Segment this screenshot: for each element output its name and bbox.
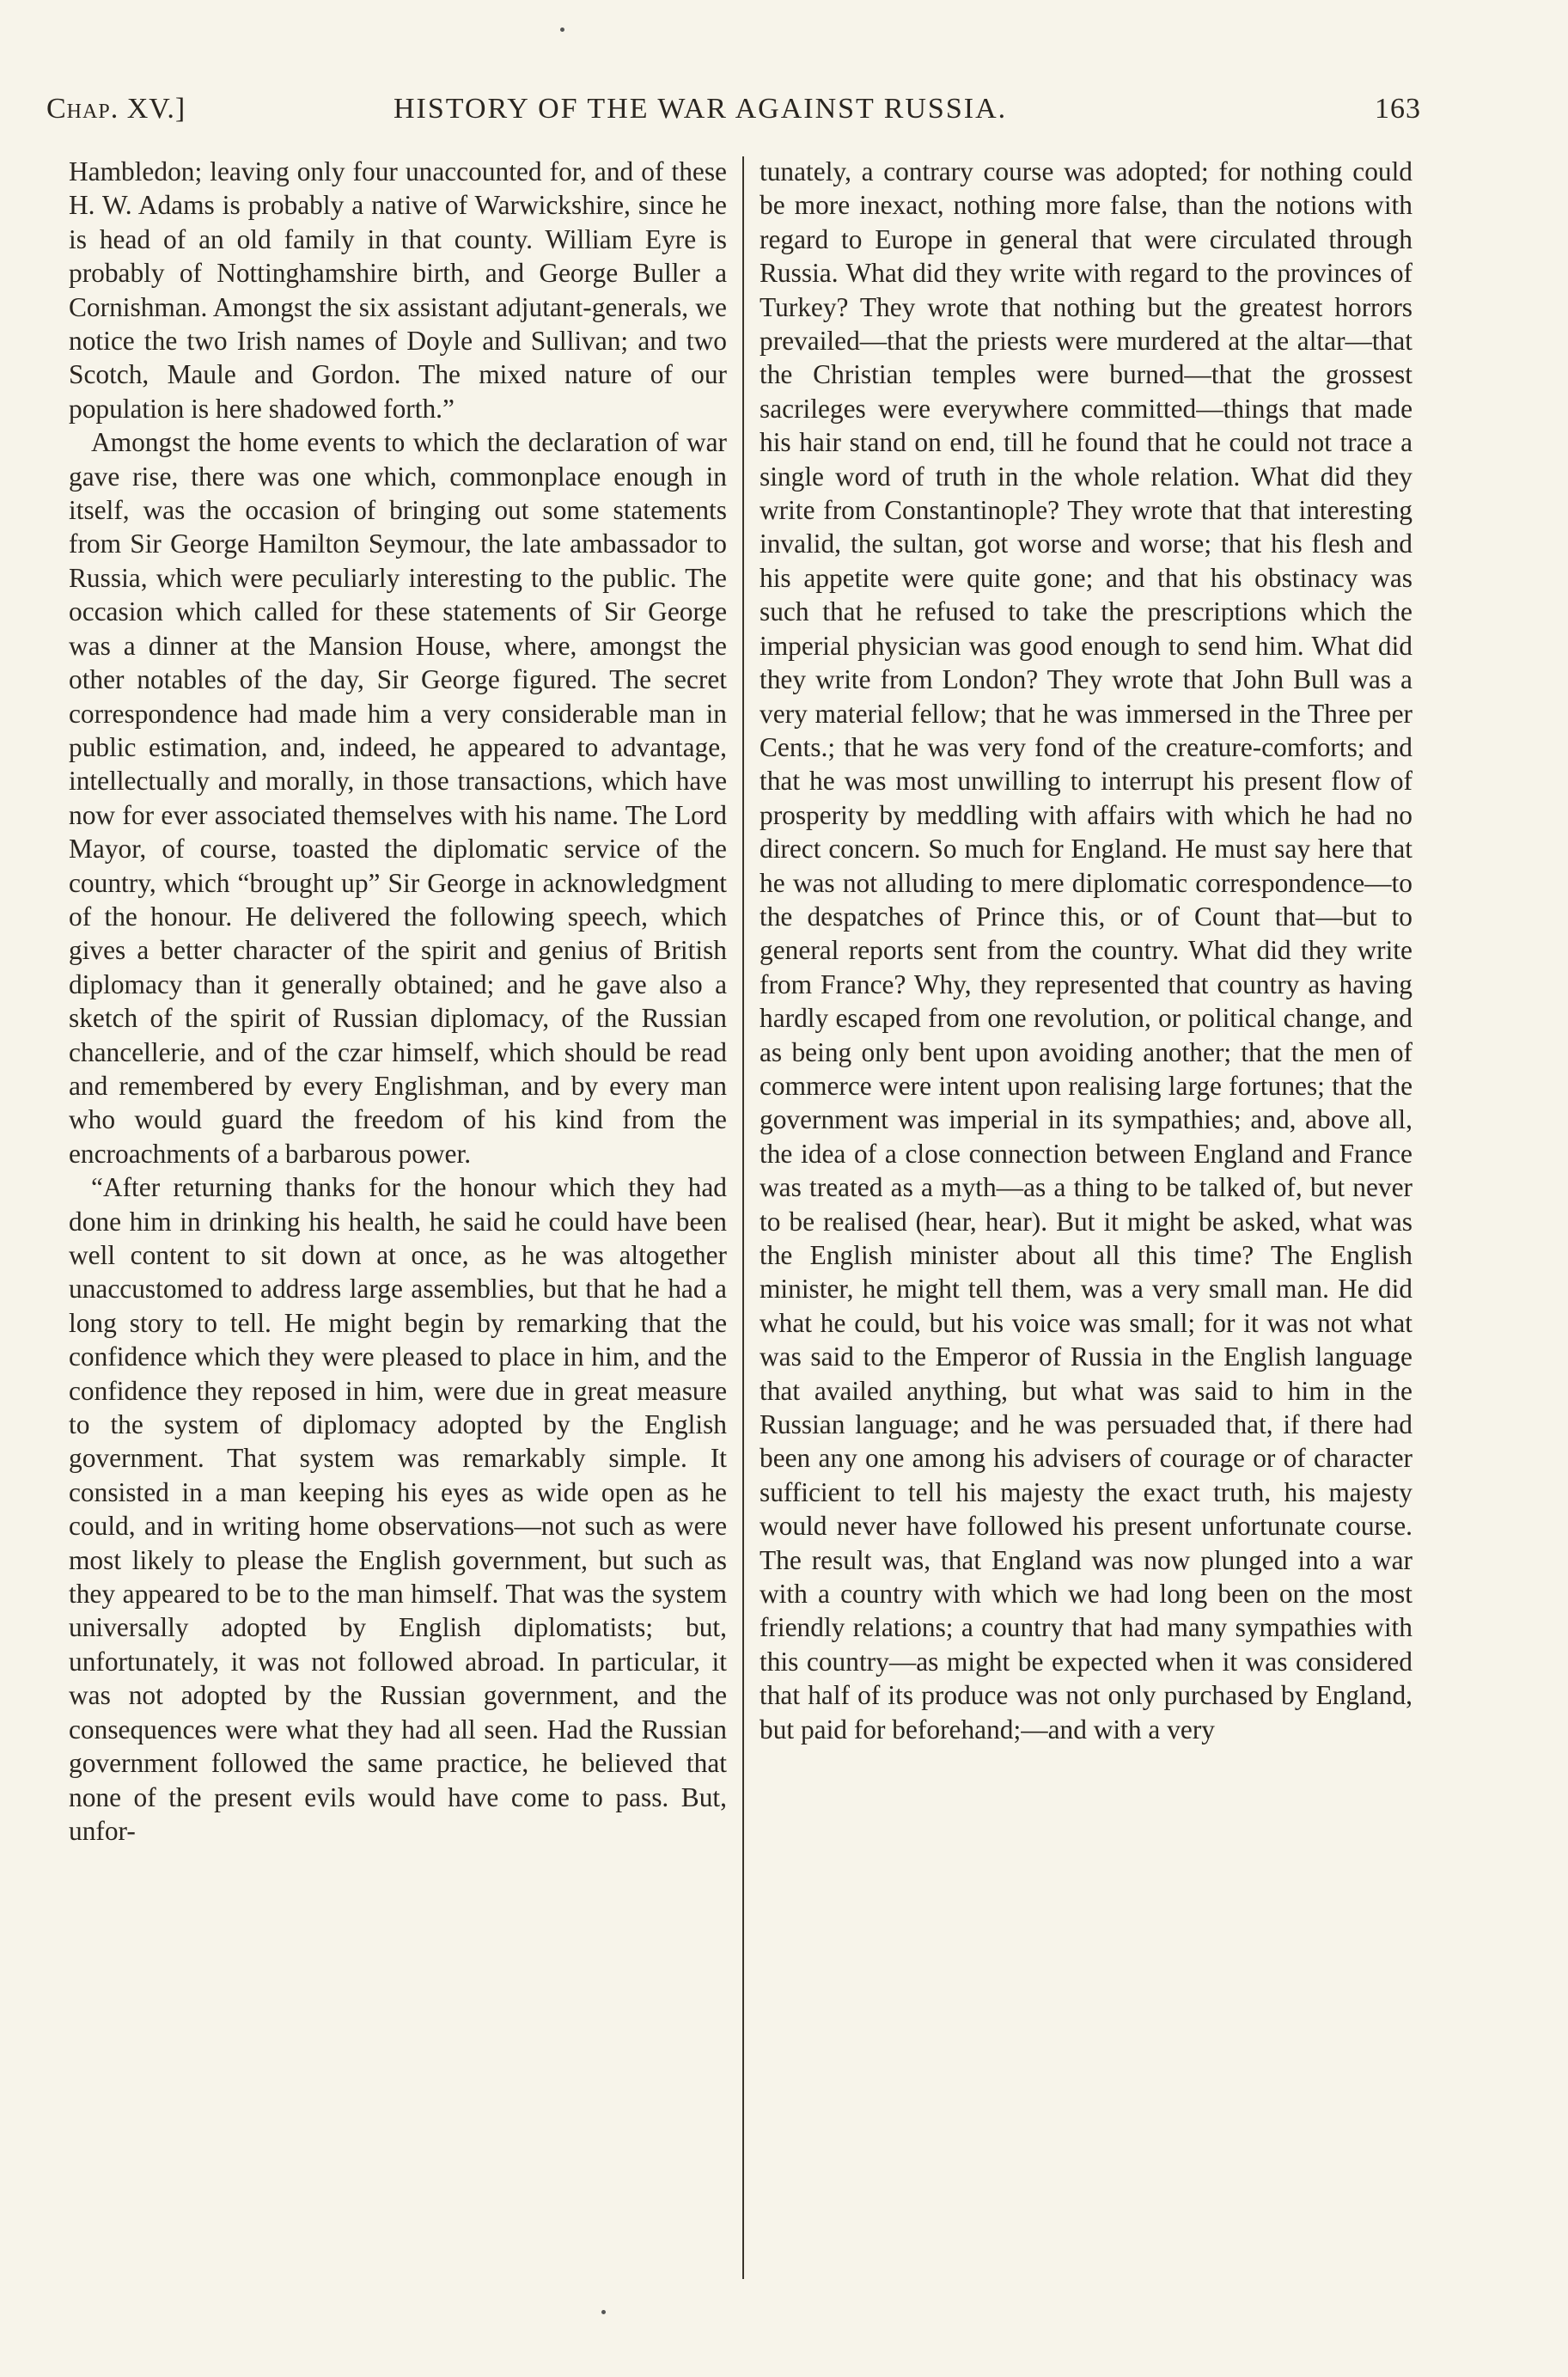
paragraph: “After returning thanks for the honour which they had done him in drinking his health, he said he could have been well content to sit down at once, as he was altogether unaccustomed to address large assemblies, but that he had a long story to tell. He might begin by remarking that the confidence which they were pleased to place in him, and the confidence they reposed in him, were due in great measure to the system of diplomacy adopted by the English government. That system was remarkably simple. It consisted in a man keeping his eyes as wide open as he could, and in writing home observations—not such as were most likely to please the English government, but such as they appeared to be to the man himself. That was the system universally adopted by English diplomatists; but, unfortunately, it was not followed abroad. In particular, it was not adopted by the Russian government, and the consequences were what they had all seen. Had the Russian government followed the same practice, he believed that none of the present evils would have come to pass. But, unfor- [69, 1172, 727, 1846]
running-head [46, 93, 1421, 136]
column-divider [742, 156, 744, 2279]
left-column [69, 155, 727, 1848]
ink-speck [560, 27, 564, 32]
chapter-label: Chap. XV.] [46, 93, 186, 125]
paragraph: Amongst the home events to which the declaration of war gave rise, there was one which, commonplace enough in itself, was the occasion of bringing out some statements from Sir George Hamilton Seymour, the late ambassador to Russia, which were peculiarly interesting to the public. The occasion which called for these statements of Sir George was a dinner at the Mansion House, where, amongst the other notables of the day, Sir George figured. The secret correspondence had made him a very considerable man in public estimation, and, indeed, he appeared to advantage, intellectually and morally, in those transactions, which have now for ever associated themselves with his name. The Lord Mayor, of course, toasted the diplomatic service of the country, which “brought up” Sir George in acknowledgment of the honour. He delivered the following speech, which gives a better character of the spirit and genius of British diplomacy than it generally obtained; and he gave also a sketch of the spirit of Russian diplomacy, of the Russian chancellerie, and of the czar himself, which should be read and remembered by every Englishman, and by every man who would guard the freedom of his kind from the encroachments of a barbarous power. [69, 427, 727, 1169]
paragraph: Hambledon; leaving only four unaccounted for, and of these H. W. Adams is probably a native of Warwickshire, since he is head of an old family in that county. William Eyre is probably of Nottinghamshire birth, and George Buller a Cornishman. Amongst the six assistant adjutant-generals, we notice the two Irish names of Doyle and Sullivan; and two Scotch, Maule and Gordon. The mixed nature of our population is here shadowed forth.” [69, 156, 727, 424]
ink-speck [601, 2310, 606, 2314]
page-number: 163 [1375, 93, 1421, 125]
running-title: HISTORY OF THE WAR AGAINST RUSSIA. [394, 93, 1008, 125]
right-column [760, 155, 1412, 1746]
paragraph: tunately, a contrary course was adopted; for nothing could be more inexact, nothing more false, than the notions with regard to Europe in general that were circulated through Russia. What did they write with regard to the provinces of Turkey? They wrote that nothing but the greatest horrors prevailed—that the priests were murdered at the altar—that the Christian temples were burned—that the grossest sacrileges were everywhere committed—things that made his hair stand on end, till he found that he could not trace a single word of truth in the whole relation. What did they write from Constantinople? They wrote that that interesting invalid, the sultan, got worse and worse; that his flesh and his appetite were quite gone; and that his obstinacy was such that he refused to take the prescriptions which the imperial physician was good enough to send him. What did they write from London? They wrote that John Bull was a very material fellow; that he was immersed in the Three per Cents.; that he was very fond of the creature-comforts; and that he was most unwilling to interrupt his present flow of prosperity by meddling with affairs with which he had no direct concern. So much for England. He must say here that he was not alluding to mere diplomatic correspondence—to the despatches of Prince this, or of Count that—but to general reports sent from the country. What did they write from France? Why, they represented that country as having hardly escaped from one revolution, or political change, and as being only bent upon avoiding another; that the men of commerce were intent upon realising large fortunes; that the government was imperial in its sympathies; and, above all, the idea of a close connection between England and France was treated as a myth—as a thing to be talked of, but never to be realised (hear, hear). But it might be asked, what was the English minister about all this time? The English minister, he might tell them, was a very small man. He did what he could, but his voice was small; for it was not what was said to the Emperor of Russia in the English language that availed anything, but what was said to him in the Russian language; and he was persuaded that, if there had been any one among his advisers of courage or of character sufficient to tell his majesty the exact truth, his majesty would never have followed his present unfortunate course. The result was, that England was now plunged into a war with a country with which we had long been on the most friendly relations; a country that had many sympathies with this country—as might be expected when it was considered that half of its produce was not only purchased by England, but paid for beforehand;—and with a very [760, 156, 1412, 1745]
